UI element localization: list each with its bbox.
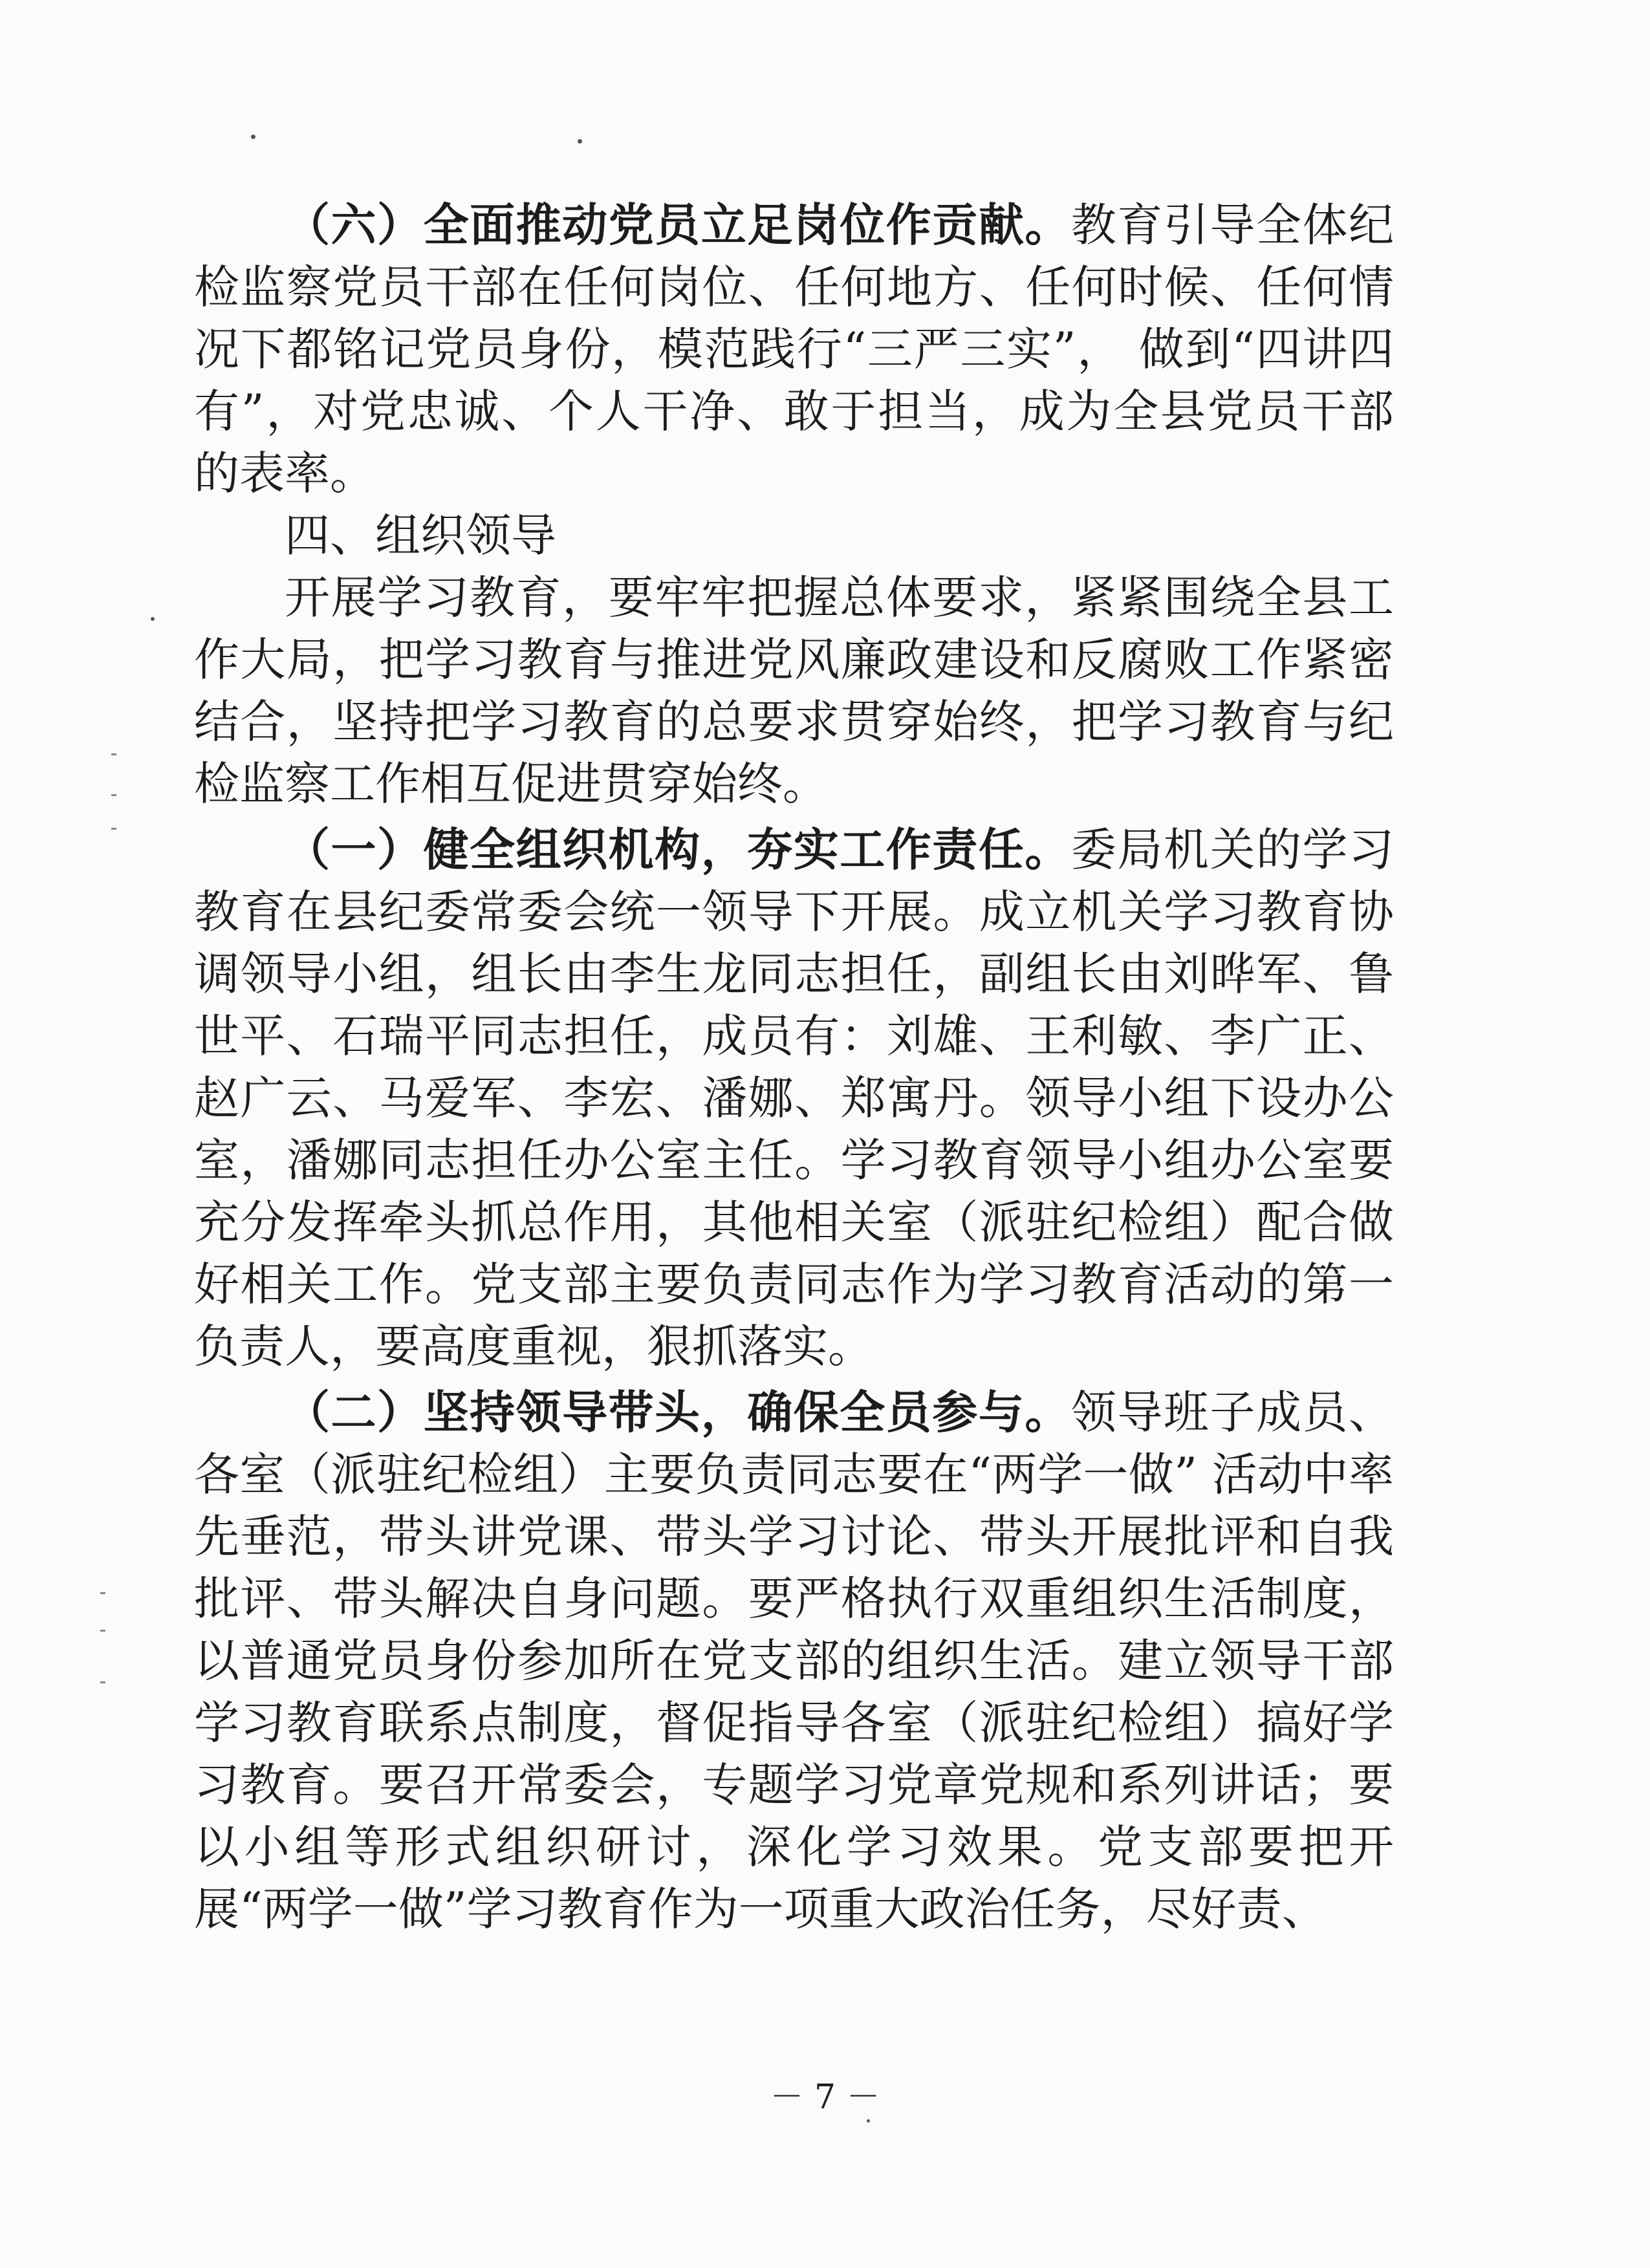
section-intro: 开展学习教育，要牢牢把握总体要求，紧紧围绕全县工作大局，把学习教育与推进党风廉政建设和反腐败工作紧密结合，坚持把学习教育的总要求贯穿始终，把学习教育与纪检监察工作相互促进贯穿始终。 — [194, 571, 1394, 810]
section-title: 四、组织领导 — [285, 509, 556, 562]
scan-edge-mark — [111, 794, 116, 796]
scan-speck — [251, 135, 255, 139]
page-number: － 7 － — [770, 2078, 880, 2117]
item-text: 领导班子成员、各室（派驻纪检组）主要负责同志要在“两学一做” 活动中率先垂范，带头讲党课、带头学习讨论、带头开展批评和自我批评、带头解决自身问题。要严格执行双重组织生活制度，以普通党员身份参加所在党支部的组织生活。建立领导干部学习教育联系点制度，督促指导各室（派驻纪检组）搞好学习教育。要召开常委会，专题学习党章党规和系列讲话；要以小组等形式组织研讨，深化学习效果。党支部要把开展“两学一做”学习教育作为一项重大政治任务，尽好责、 — [194, 1386, 1395, 1936]
paragraph-heading: （六）全面推动党员立足岗位作贡献。 — [285, 198, 1071, 252]
scan-edge-mark — [100, 1592, 105, 1594]
item-two — [194, 1381, 1394, 1940]
scan-edge-mark — [100, 1681, 105, 1683]
item-heading: （二）坚持领导带头，确保全员参与。 — [285, 1385, 1071, 1439]
paragraph-text: 教育引导全体纪检监察党员干部在任何岗位、任何地方、任何时候、任何情况下都铭记党员身份，模范践行“三严三实”， 做到“四讲四有”，对党忠诚、个人干净、敢于担当，成为全县党员干部的表率。 — [194, 199, 1395, 500]
scan-edge-mark — [111, 828, 116, 830]
document-body — [194, 194, 1394, 1940]
scan-speck — [867, 2119, 870, 2122]
item-one — [194, 819, 1394, 1377]
paragraph-six — [194, 194, 1394, 504]
scan-edge-mark — [111, 753, 116, 755]
item-heading: （一）健全组织机构，夯实工作责任。 — [285, 823, 1071, 876]
scan-edge-mark — [100, 1630, 105, 1632]
item-text: 委局机关的学习教育在县纪委常委会统一领导下开展。成立机关学习教育协调领导小组，组长由李生龙同志担任，副组长由刘晔军、鲁世平、石瑞平同志担任，成员有：刘雄、王利敏、李广正、赵广云、马爱军、李宏、潘娜、郑寓丹。领导小组下设办公室，潘娜同志担任办公室主任。学习教育领导小组办公室要充分发挥牵头抓总作用，其他相关室（派驻纪检组）配合做好相关工作。党支部主要负责同志作为学习教育活动的第一负责人，要高度重视，狠抓落实。 — [194, 823, 1395, 1373]
scan-speck — [151, 617, 155, 621]
scan-speck — [578, 139, 582, 144]
